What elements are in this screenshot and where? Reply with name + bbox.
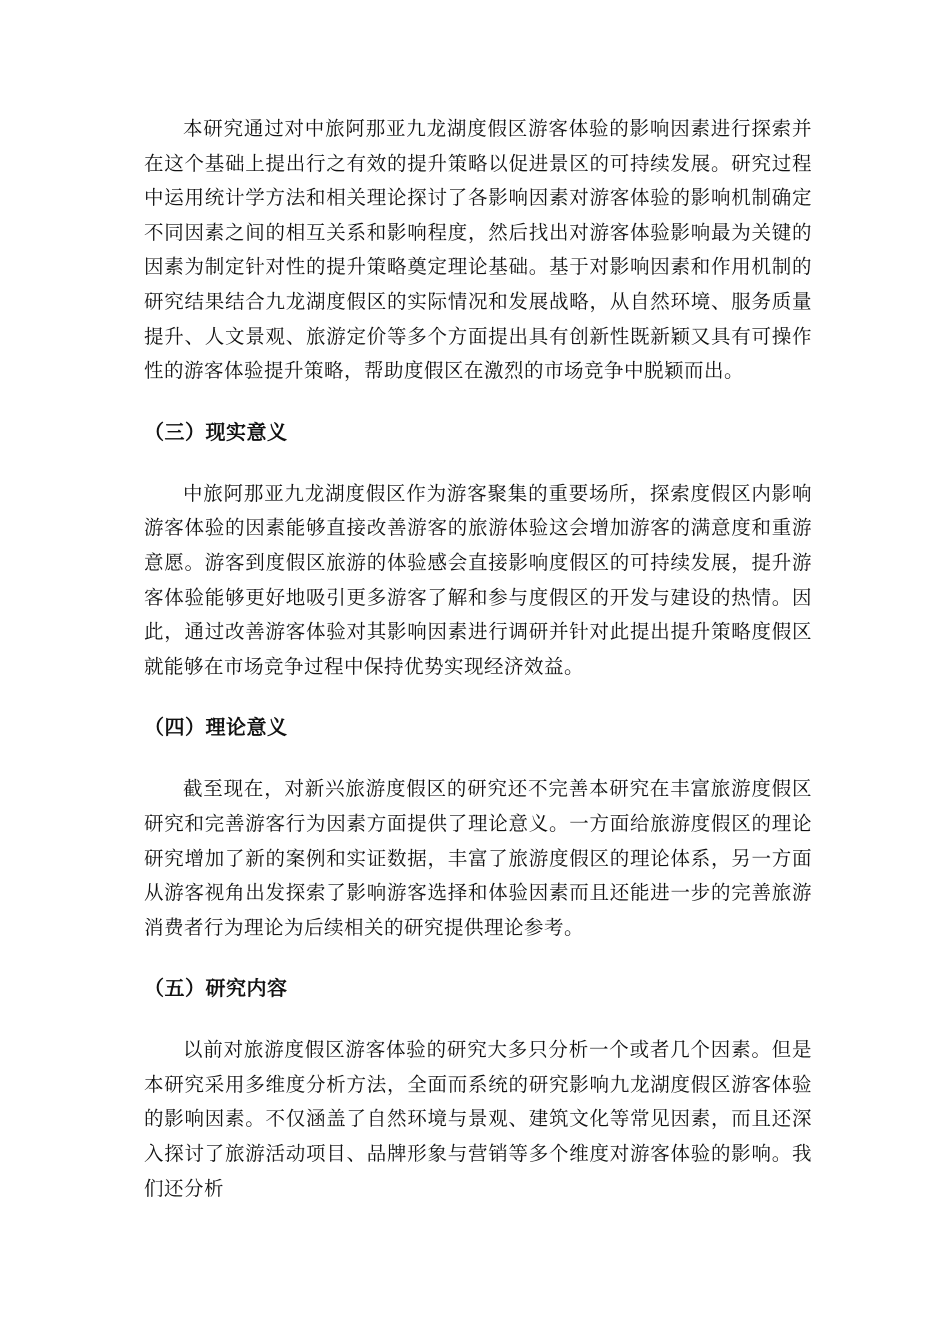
section-paragraph-practical-significance: 中旅阿那亚九龙湖度假区作为游客聚集的重要场所，探索度假区内影响游客体验的因素能够直接改善游客的旅游体验这会增加游客的满意度和重游意愿。游客到度假区旅游的体验感会直接影响度假区的可持续发展，提升游客体验能够更好地吸引更多游客了解和参与度假区的开发与建设的热情。因此，通过改善游客体验对其影响因素进行调研并针对此提出提升策略度假区就能够在市场竞争过程中保持优势实现经济效益。 bbox=[144, 481, 812, 678]
section-paragraph-research-content: 以前对旅游度假区游客体验的研究大多只分析一个或者几个因素。但是本研究采用多维度分析方法，全面而系统的研究影响九龙湖度假区游客体验的影响因素。不仅涵盖了自然环境与景观、建筑文化等常见因素，而且还深入探讨了旅游活动项目、品牌形象与营销等多个维度对游客体验的影响。我们还分析 bbox=[144, 1038, 812, 1200]
section-paragraph-theoretical-significance: 截至现在，对新兴旅游度假区的研究还不完善本研究在丰富旅游度假区研究和完善游客行为因素方面提供了理论意义。一方面给旅游度假区的理论研究增加了新的案例和实证数据，丰富了旅游度假区的理论体系，另一方面从游客视角出发探索了影响游客选择和体验因素而且还能进一步的完善旅游消费者行为理论为后续相关的研究提供理论参考。 bbox=[144, 777, 812, 939]
section-heading-practical-significance: （三）现实意义 bbox=[144, 419, 288, 444]
document-body bbox=[144, 112, 812, 1206]
section-heading-research-content: （五）研究内容 bbox=[144, 976, 288, 1001]
section-heading-theoretical-significance: （四）理论意义 bbox=[144, 715, 288, 740]
intro-paragraph: 本研究通过对中旅阿那亚九龙湖度假区游客体验的影响因素进行探索并在这个基础上提出行之有效的提升策略以促进景区的可持续发展。研究过程中运用统计学方法和相关理论探讨了各影响因素对游客体验的影响机制确定不同因素之间的相互关系和影响程度，然后找出对游客体验影响最为关键的因素为制定针对性的提升策略奠定理论基础。基于对影响因素和作用机制的研究结果结合九龙湖度假区的实际情况和发展战略，从自然环境、服务质量提升、人文景观、旅游定价等多个方面提出具有创新性既新颖又具有可操作性的游客体验提升策略，帮助度假区在激烈的市场竞争中脱颖而出。 bbox=[144, 117, 812, 383]
